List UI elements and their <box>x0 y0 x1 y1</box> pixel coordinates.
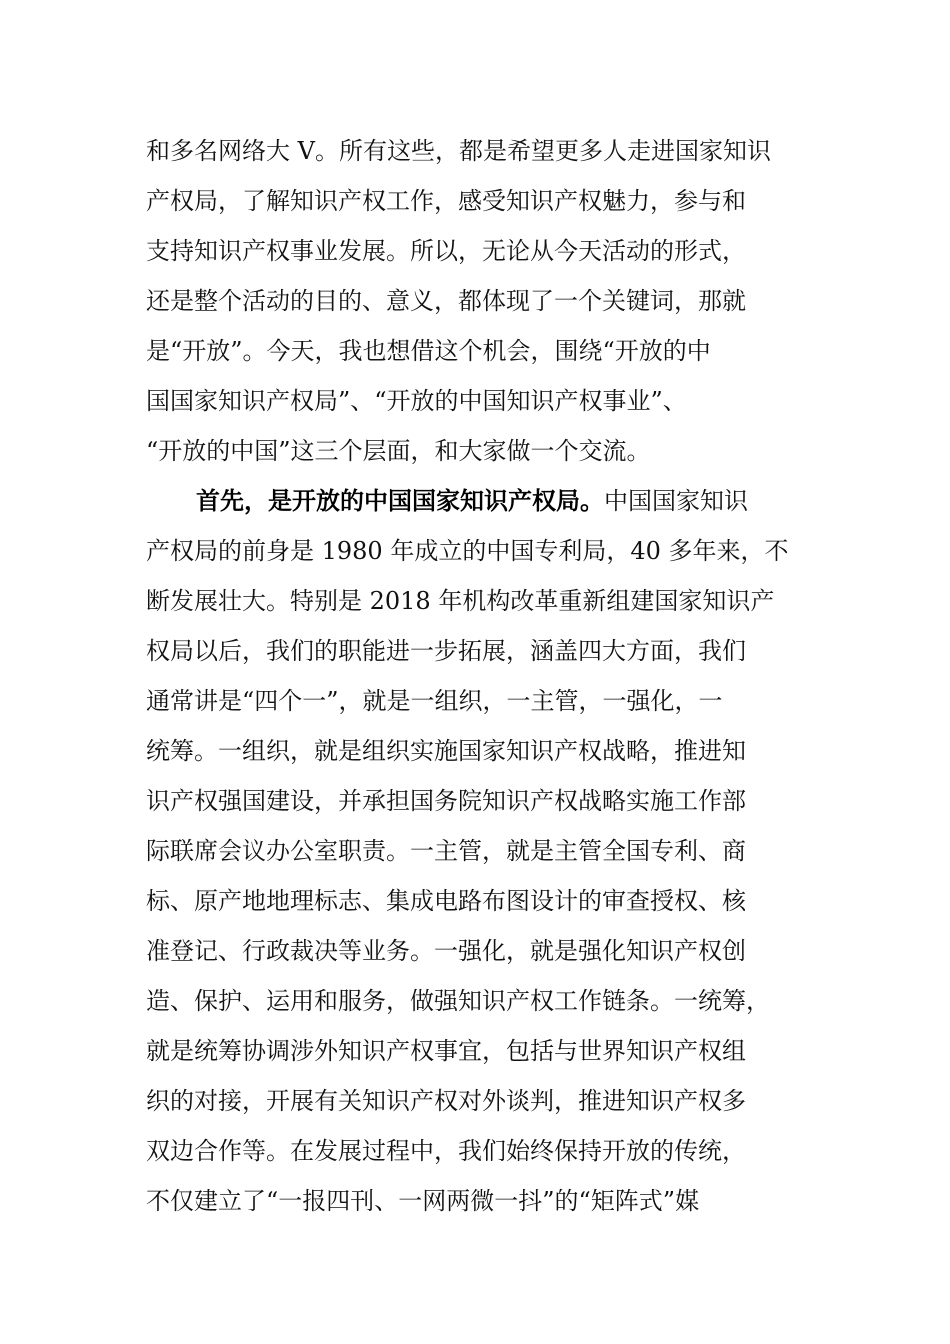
text-line: 支持知识产权事业发展。所以，无论从今天活动的形式， <box>146 237 746 265</box>
text-line: 产权局，了解知识产权工作，感受知识产权魅力，参与和 <box>146 187 746 215</box>
text-line: 际联席会议办公室职责。一主管，就是主管全国专利、商 <box>146 837 746 865</box>
text-line: 准登记、行政裁决等业务。一强化，就是强化知识产权创 <box>146 937 746 965</box>
text-line: 和多名网络大 V。所有这些，都是希望更多人走进国家知识 <box>146 137 771 165</box>
text-line: 产权局的前身是 1980 年成立的中国专利局，40 多年来，不 <box>146 537 789 565</box>
text-line: 不仅建立了“一报四刊、一网两微一抖”的“矩阵式”媒 <box>146 1187 700 1215</box>
text-line: 断发展壮大。特别是 2018 年机构改革重新组建国家知识产 <box>146 587 775 615</box>
text-line: 是“开放”。今天，我也想借这个机会，围绕“开放的中 <box>146 337 711 365</box>
text-line: 织的对接，开展有关知识产权对外谈判，推进知识产权多 <box>146 1087 746 1115</box>
text-line: 国国家知识产权局”、“开放的中国知识产权事业”、 <box>146 387 687 415</box>
text-line: 通常讲是“四个一”，就是一组织，一主管，一强化，一 <box>146 687 723 715</box>
paragraph-lead-heading: 首先，是开放的中国国家知识产权局。 <box>196 487 604 515</box>
paragraph-first-line-text: 中国国家知识 <box>604 487 748 515</box>
text-line: 标、原产地地理标志、集成电路布图设计的审查授权、核 <box>146 887 746 915</box>
text-line: “开放的中国”这三个层面，和大家做一个交流。 <box>146 437 651 465</box>
text-line: 就是统筹协调涉外知识产权事宜，包括与世界知识产权组 <box>146 1037 746 1065</box>
text-line: 统筹。一组织，就是组织实施国家知识产权战略，推进知 <box>146 737 746 765</box>
text-line: 造、保护、运用和服务，做强知识产权工作链条。一统筹， <box>146 987 770 1015</box>
text-line <box>196 486 748 516</box>
text-line: 双边合作等。在发展过程中，我们始终保持开放的传统， <box>146 1137 746 1165</box>
text-line: 权局以后，我们的职能进一步拓展，涵盖四大方面，我们 <box>146 637 746 665</box>
text-line: 识产权强国建设，并承担国务院知识产权战略实施工作部 <box>146 787 746 815</box>
text-line: 还是整个活动的目的、意义，都体现了一个关键词，那就 <box>146 287 746 315</box>
